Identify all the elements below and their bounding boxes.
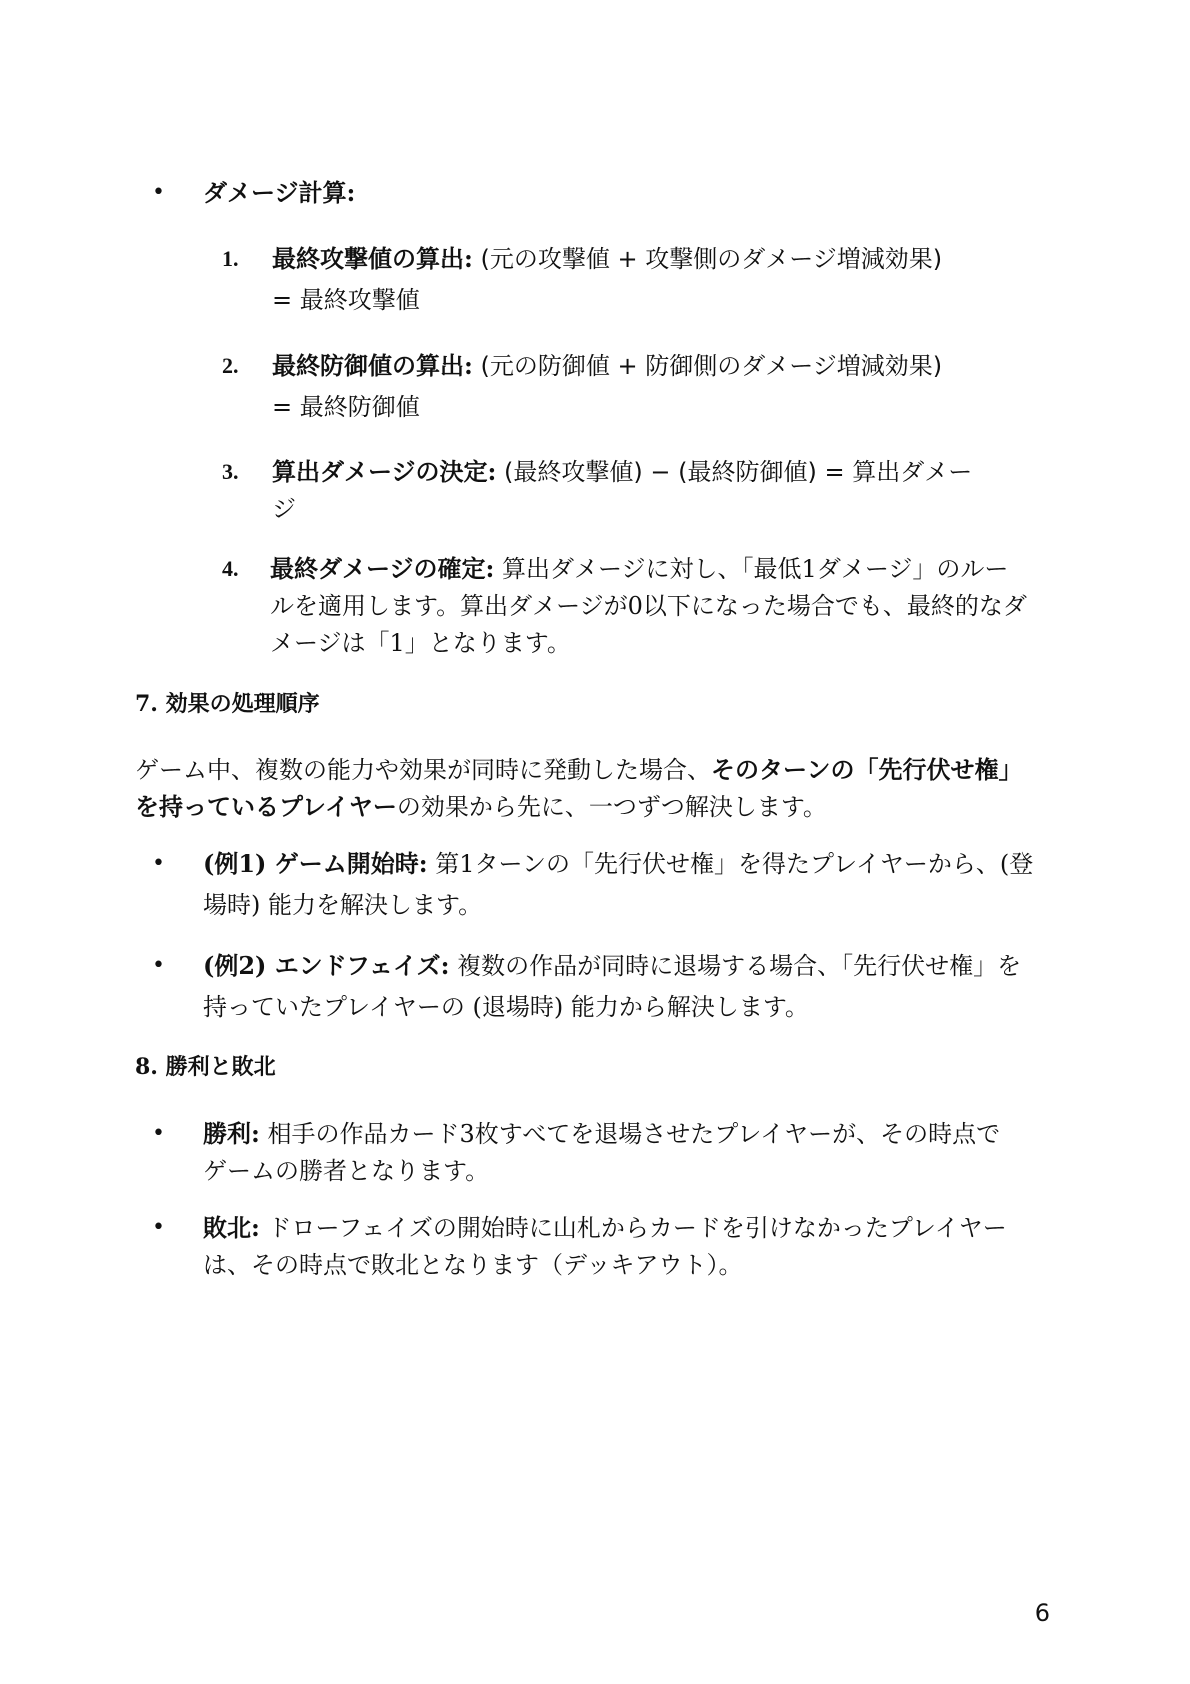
victory-text: 相手の作品カード3枚すべてを退場させたプレイヤーが、その時点で — [267, 1120, 1001, 1148]
step-4-text-cont: メージは「1」となります。 — [270, 629, 571, 657]
section-7-paragraph-cont — [135, 791, 827, 823]
step-1-result: = 最終攻撃値 — [272, 286, 420, 314]
defeat-text-cont: は、その時点で敗北となります（デッキアウト）。 — [203, 1251, 743, 1279]
bullet-icon: • — [152, 1215, 165, 1240]
step-1-line — [272, 243, 942, 275]
step-3-label: 算出ダメージの決定: — [272, 457, 497, 486]
bullet-icon: • — [152, 1121, 165, 1146]
step-number: 3. — [222, 459, 239, 484]
victory-text-cont: ゲームの勝者となります。 — [203, 1157, 490, 1185]
step-number: 2. — [222, 353, 239, 378]
step-4-text: 算出ダメージに対し、「最低1ダメージ」のルー — [502, 555, 1009, 583]
example-1-label: (例1) ゲーム開始時: — [203, 849, 428, 878]
example-2-text-cont: 持っていたプレイヤーの (退場時) 能力から解決します。 — [203, 993, 809, 1021]
defeat-label: 敗北: — [203, 1213, 260, 1242]
victory-line — [203, 1118, 1000, 1150]
step-3-formula: (最終攻撃値) − (最終防御値) = 算出ダメー — [504, 458, 973, 486]
section-7-heading: 7. 効果の処理順序 — [135, 691, 320, 717]
step-4-line — [270, 553, 1008, 585]
step-1-label: 最終攻撃値の算出: — [272, 244, 473, 273]
para-text: ゲーム中、複数の能力や効果が同時に発動した場合、 — [135, 756, 711, 784]
example-1-line — [203, 848, 1033, 880]
step-2-formula: (元の防御値 + 防御側のダメージ増減効果) — [480, 352, 943, 380]
section-7-paragraph — [135, 754, 1023, 786]
step-3-line — [272, 456, 972, 488]
bullet-icon: • — [152, 953, 165, 978]
bullet-icon: • — [152, 180, 165, 205]
step-2-label: 最終防御値の算出: — [272, 351, 473, 380]
step-3-formula-cont: ジ — [272, 495, 296, 523]
step-1-formula: (元の攻撃値 + 攻撃側のダメージ増減効果) — [480, 245, 943, 273]
example-2-label: (例2) エンドフェイズ: — [203, 951, 450, 980]
step-number: 1. — [222, 246, 239, 271]
step-2-line — [272, 350, 942, 382]
page-number: 6 — [1034, 1599, 1050, 1627]
section-8-heading: 8. 勝利と敗北 — [135, 1054, 276, 1080]
para-text: の効果から先に、一つずつ解決します。 — [396, 793, 827, 821]
example-1-text-cont: 場時) 能力を解決します。 — [203, 891, 483, 919]
step-2-result: = 最終防御値 — [272, 393, 420, 421]
para-emphasis: を持っているプレイヤー — [135, 792, 397, 821]
step-4-label: 最終ダメージの確定: — [270, 554, 495, 583]
step-number: 4. — [222, 556, 239, 581]
example-1-text: 第1ターンの「先行伏せ権」を得たプレイヤーから、(登 — [435, 850, 1034, 878]
example-2-line — [203, 950, 1021, 982]
victory-label: 勝利: — [203, 1119, 260, 1148]
defeat-text: ドローフェイズの開始時に山札からカードを引けなかったプレイヤー — [267, 1214, 1007, 1242]
step-4-text-cont: ルを適用します。算出ダメージが0以下になった場合でも、最終的なダ — [270, 592, 1027, 620]
damage-calc-label: ダメージ計算: — [203, 178, 356, 207]
example-2-text: 複数の作品が同時に退場する場合、「先行伏せ権」を — [457, 952, 1022, 980]
para-emphasis: そのターンの「先行伏せ権」 — [711, 755, 1023, 784]
bullet-icon: • — [152, 851, 165, 876]
defeat-line — [203, 1212, 1007, 1244]
